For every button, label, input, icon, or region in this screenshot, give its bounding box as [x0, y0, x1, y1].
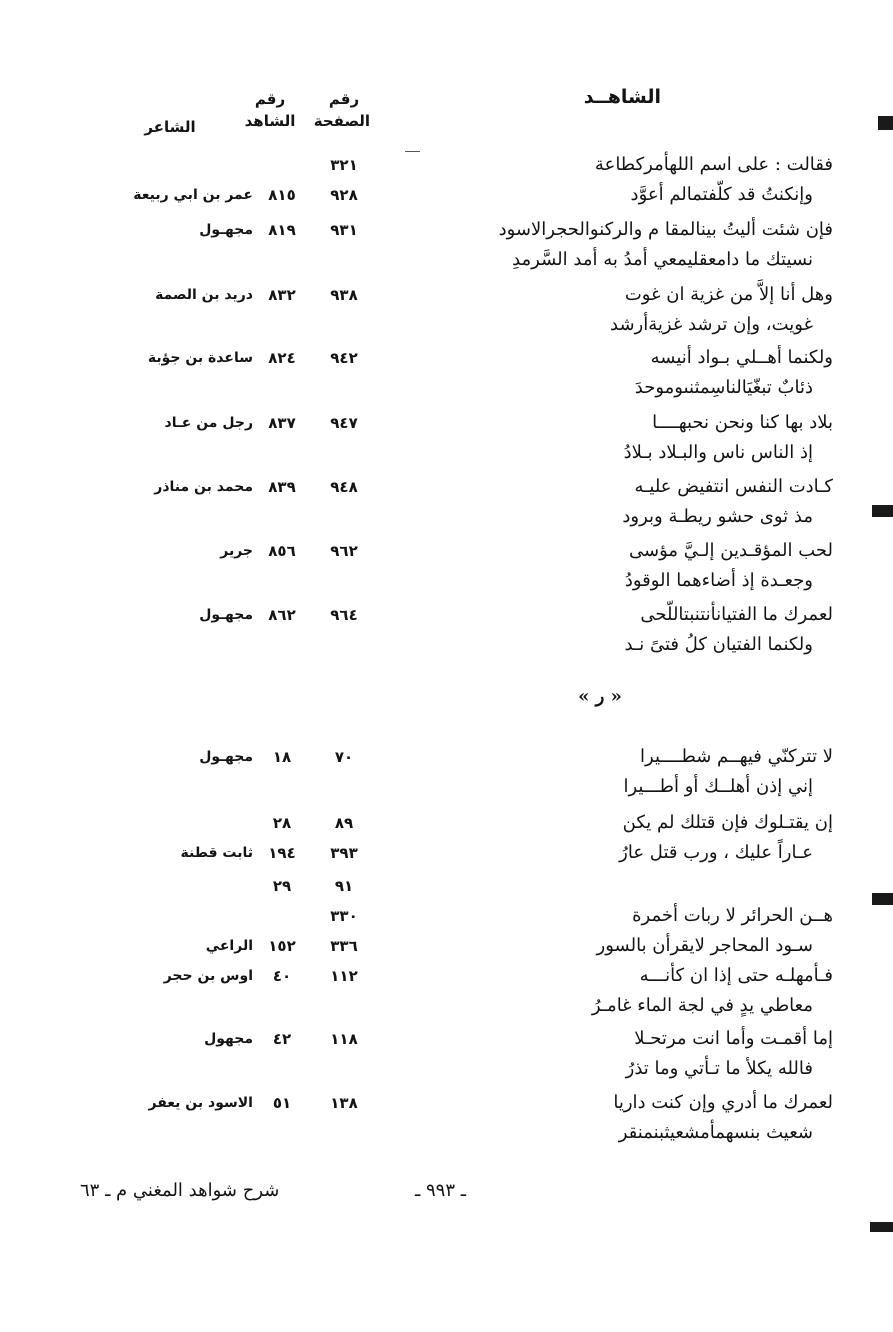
- num-heading-line1: رقم: [254, 90, 286, 108]
- verse: [403, 536, 833, 596]
- verse: [403, 472, 833, 532]
- verse-second-hemistich: وإنكنتُ قد كلّفتمالم أعوَّد: [630, 184, 813, 205]
- page-number: ٩٤٨: [330, 478, 358, 496]
- verse-first-hemistich: فـأمهلـه حتى إذا ان كأنـــه: [639, 965, 833, 986]
- verse-second-hemistich: سـود المحاجر لايقرأن بالسور: [596, 935, 813, 956]
- verse-second-hemistich: غويت، وإن ترشد غزيةأرشد: [610, 314, 813, 335]
- verse-number: ٨٣٧: [268, 414, 296, 432]
- verse-first-hemistich: فإن شئت أليتُ بينالمقا م والركنوالحجرالاسود: [498, 219, 833, 240]
- page-number: ٩٣٨: [330, 286, 358, 304]
- section-ra-heading: « ر »: [578, 686, 622, 707]
- poet-name: مجهـول: [199, 749, 253, 765]
- verse-first-hemistich: ولكنما أهــلي بـواد أنيسه: [650, 347, 833, 368]
- page-number: ١١٢: [330, 967, 358, 985]
- verse-second-hemistich: معاطي يدٍ في لجة الماء غامـرُ: [591, 995, 813, 1016]
- verse-number: ١٨: [272, 748, 292, 766]
- poet-name: الاسود بن يعفر: [148, 1095, 253, 1111]
- scan-edge-mark: [872, 893, 893, 905]
- page-number: ٩١: [334, 877, 354, 895]
- verse-first-hemistich: إما أقمـت وأما انت مرتحـلا: [634, 1028, 833, 1049]
- page-number: ٩٦٤: [330, 606, 358, 624]
- page-heading-line1: رقم: [328, 90, 360, 108]
- verse-second-hemistich: ولكنما الفتيان كلُ فتىً نـد: [624, 634, 813, 655]
- num-heading-line2: الشاهد: [244, 112, 296, 130]
- verse-first-hemistich: بلاد بها كنا ونحن نحبهــــا: [652, 412, 833, 433]
- verse-number: ٥١: [272, 1094, 292, 1112]
- page-number: ٣٢١: [330, 156, 358, 174]
- page-number: ٩٢٨: [330, 186, 358, 204]
- verse-first-hemistich: وهل أنا إلاَّ من غزية ان غوت: [624, 284, 833, 305]
- page-number: ٣٩٣: [330, 844, 358, 862]
- poet-name: ساعدة بن جؤبة: [147, 350, 253, 366]
- verse: [403, 150, 833, 210]
- verse-number: ٨٣٢: [268, 286, 296, 304]
- verse: [403, 343, 833, 403]
- scan-edge-mark: [872, 505, 893, 517]
- poet-name: دريد بن الصمة: [155, 287, 253, 303]
- page-heading-line2: الصفحة: [313, 112, 370, 130]
- page-number: ٩٤٢: [330, 349, 358, 367]
- verse-first-hemistich: لحب المؤقـدين إلـيَّ مؤسى: [629, 540, 833, 561]
- verse-number: ٨١٥: [268, 186, 296, 204]
- verse: [403, 280, 833, 340]
- page-number: ١١٨: [330, 1030, 358, 1048]
- page-number: ١٣٨: [330, 1094, 358, 1112]
- page-number: ٩٣١: [330, 221, 358, 239]
- verse-number: ٨٢٤: [268, 349, 296, 367]
- verse: [403, 961, 833, 1021]
- footer-book-title: شرح شواهد المغني م ـ ٦٣: [80, 1180, 280, 1201]
- verse-first-hemistich: لعمرك ما الفتيانأنتنبتاللّحى: [640, 604, 833, 625]
- poet-name: مجهول: [204, 1031, 253, 1047]
- verse-number: ١٥٢: [268, 937, 296, 955]
- verse: [403, 408, 833, 468]
- poet-name: محمد بن مناذر: [154, 479, 253, 495]
- verse: [403, 215, 833, 275]
- verse-number: ٨٥٦: [268, 542, 296, 560]
- poet-name: جرير: [220, 543, 253, 559]
- page-number: ٣٣٠: [330, 907, 358, 925]
- scan-edge-mark: [878, 116, 893, 130]
- verse-first-hemistich: كـادت النفس انتفيض عليـه: [634, 476, 833, 497]
- verse-number: ٢٨: [272, 814, 292, 832]
- verse-number-heading: [236, 88, 304, 132]
- verse-second-hemistich: إني إذن أهلــك أو أطـــيرا: [623, 776, 813, 797]
- poet-name: ثابت قطنة: [180, 845, 253, 861]
- verse-first-hemistich: لا تتركنّي فيهــم شطــــيرا: [640, 746, 833, 767]
- verse-number: ٤٢: [272, 1030, 292, 1048]
- verse-second-hemistich: عـاراً عليك ، ورب قتل عارُ: [619, 842, 813, 863]
- verse: [403, 600, 833, 660]
- poet-name: مجهـول: [199, 607, 253, 623]
- verse-second-hemistich: ذئابٌ تبغّيَالناسِمثنىوموحدَ: [634, 377, 813, 398]
- poet-name: عمر بن ابي ربيعة: [133, 187, 253, 203]
- page-number: ٧٠: [334, 748, 354, 766]
- verse-second-hemistich: إذ الناس ناس والبـلاد بـلادُ: [623, 442, 813, 463]
- verse-number: ٤٠: [272, 967, 292, 985]
- verse-second-hemistich: نسيتك ما دامعقليمعي أمدُ به أمد السَّرمدِ: [512, 249, 813, 270]
- page-number: ٨٩: [334, 814, 354, 832]
- verse: [403, 1024, 833, 1084]
- verse-number: ٢٩: [272, 877, 292, 895]
- verse: [403, 901, 833, 961]
- poet-name: مجهـول: [199, 222, 253, 238]
- verse-first-hemistich: إن يقتـلوك فإن قتلك لم يكن: [622, 812, 833, 833]
- poet-name: رجل من عـاد: [164, 415, 253, 431]
- page-number-heading: [313, 88, 370, 132]
- verse-number: ٨١٩: [268, 221, 296, 239]
- scan-edge-mark: [870, 1222, 893, 1232]
- verse-second-hemistich: وجعـدة إذ أضاءهما الوقودُ: [624, 570, 813, 591]
- page-number: ٩٤٧: [330, 414, 358, 432]
- verse-second-hemistich: مذ ثوى حشو ريطـة وبرود: [622, 506, 813, 527]
- verse: [403, 1088, 833, 1148]
- verse-number: ٨٣٩: [268, 478, 296, 496]
- verse: [403, 742, 833, 802]
- verse-second-hemistich: فالله يكلأ ما تـأتي وما تذرُ: [625, 1058, 813, 1079]
- poet-name: الراعي: [205, 938, 253, 954]
- verse-number: ٨٦٢: [268, 606, 296, 624]
- shahid-heading: الشاهــد: [583, 86, 661, 108]
- poet-name: اوس بن حجر: [163, 968, 253, 984]
- page-number: ٩٦٢: [330, 542, 358, 560]
- verse-first-hemistich: لعمرك ما أدري وإن كنت داريا: [613, 1092, 833, 1113]
- footer-page-number: ـ ٩٩٣ ـ: [415, 1180, 467, 1201]
- verse: [403, 808, 833, 868]
- poet-heading: الشاعر: [144, 118, 196, 136]
- verse-second-hemistich: شعيث بنسهمأمشعيثبنمنقر: [618, 1122, 813, 1143]
- verse-first-hemistich: فقالت : على اسم اللهأمركطاعة: [594, 154, 833, 175]
- verse-number: ١٩٤: [268, 844, 296, 862]
- verse-first-hemistich: هــن الحرائر لا ربات أخمرة: [632, 905, 833, 926]
- page-number: ٣٣٦: [330, 937, 358, 955]
